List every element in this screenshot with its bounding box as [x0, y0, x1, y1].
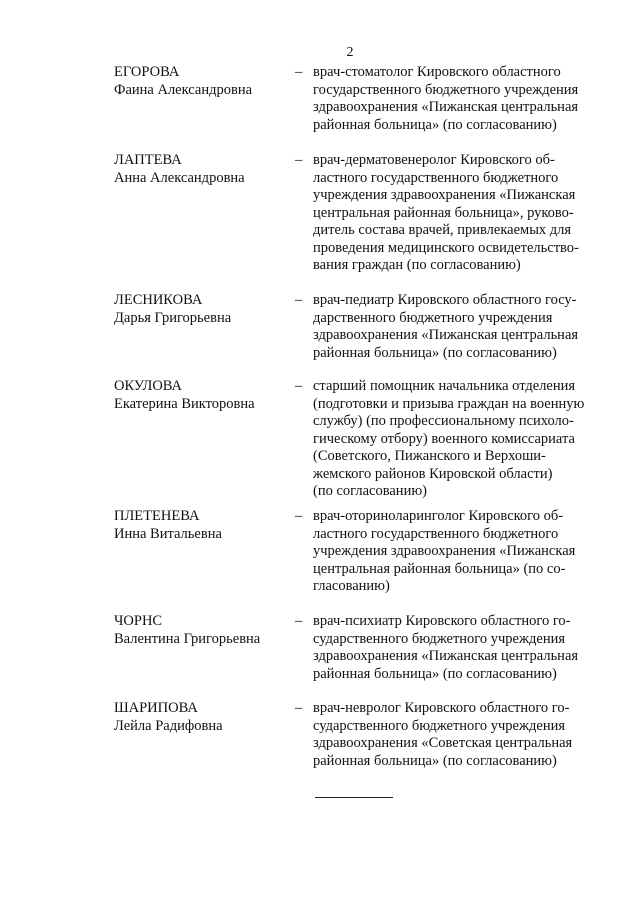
- role-line: учреждения здравоохранения «Пижанская: [313, 187, 576, 203]
- role-line: дарственного бюджетного учреждения: [313, 309, 553, 326]
- role-line: здравоохранения «Советская центральная: [313, 735, 573, 751]
- dash-separator: –: [295, 378, 303, 394]
- role-line: ластного государственного бюджетного: [313, 169, 559, 186]
- surname: ЛЕСНИКОВА: [114, 292, 203, 308]
- dash-separator: –: [295, 613, 303, 629]
- role-line: гическому отбору) военного комиссариата: [313, 430, 575, 447]
- given-names: Инна Витальевна: [114, 525, 222, 542]
- role-line: проведения медицинского освидетельство-: [313, 239, 579, 256]
- role-line: службу) (по профессиональному психоло-: [313, 413, 574, 429]
- given-names: Лейла Радифовна: [114, 717, 223, 734]
- given-names: Екатерина Викторовна: [114, 395, 255, 412]
- role-line: вания граждан (по согласованию): [313, 257, 521, 273]
- person-name: [114, 613, 284, 648]
- role-line: учреждения здравоохранения «Пижанская: [313, 543, 576, 559]
- surname: ШАРИПОВА: [114, 700, 198, 716]
- role-line: дитель состава врачей, привлекаемых для: [313, 222, 572, 238]
- role-line: районная больница» (по согласованию): [313, 344, 557, 361]
- role-line: районная больница» (по согласованию): [313, 116, 557, 133]
- role-line: врач-психиатр Кировского областного го-: [313, 613, 571, 629]
- surname: ЛАПТЕВА: [114, 152, 182, 168]
- person-name: [114, 508, 284, 543]
- role-line: центральная районная больница», руково-: [313, 204, 574, 221]
- person-name: [114, 152, 284, 187]
- dash-separator: –: [295, 152, 303, 168]
- role-line: ластного государственного бюджетного: [313, 525, 559, 542]
- role-line: врач-дерматовенеролог Кировского об-: [313, 152, 555, 168]
- given-names: Анна Александровна: [114, 169, 245, 186]
- role-line: (Советского, Пижанского и Верхоши-: [313, 448, 546, 464]
- role-line: (по согласованию): [313, 483, 427, 499]
- surname: ЧОРНС: [114, 613, 163, 629]
- surname: ОКУЛОВА: [114, 378, 183, 394]
- role-description: [313, 700, 593, 770]
- surname: ПЛЕТЕНЕВА: [114, 508, 200, 524]
- role-line: гласованию): [313, 578, 390, 594]
- dash-separator: –: [295, 700, 303, 716]
- role-line: здравоохранения «Пижанская центральная: [313, 99, 579, 115]
- role-description: [313, 613, 593, 683]
- role-line: государственного бюджетного учреждения: [313, 81, 579, 98]
- role-line: врач-стоматолог Кировского областного: [313, 64, 561, 80]
- person-name: [114, 292, 284, 327]
- dash-separator: –: [295, 64, 303, 80]
- role-line: жемского районов Кировской области): [313, 465, 553, 482]
- role-line: старший помощник начальника отделения: [313, 378, 576, 394]
- role-line: центральная районная больница» (по со-: [313, 560, 566, 577]
- role-line: здравоохранения «Пижанская центральная: [313, 648, 579, 664]
- role-description: [313, 152, 593, 275]
- role-line: сударственного бюджетного учреждения: [313, 630, 566, 647]
- person-name: [114, 64, 284, 99]
- role-line: районная больница» (по согласованию): [313, 752, 557, 769]
- closing-rule: [315, 797, 393, 798]
- dash-separator: –: [295, 292, 303, 308]
- given-names: Дарья Григорьевна: [114, 309, 232, 326]
- role-line: сударственного бюджетного учреждения: [313, 717, 566, 734]
- person-name: [114, 700, 284, 735]
- page-number: 2: [346, 45, 354, 60]
- surname: ЕГОРОВА: [114, 64, 180, 80]
- dash-separator: –: [295, 508, 303, 524]
- role-description: [313, 292, 593, 362]
- role-line: врач-невролог Кировского областного го-: [313, 700, 570, 716]
- role-description: [313, 508, 593, 596]
- given-names: Фаина Александровна: [114, 81, 253, 98]
- role-line: районная больница» (по согласованию): [313, 665, 557, 682]
- role-line: врач-оториноларинголог Кировского об-: [313, 508, 564, 524]
- person-name: [114, 378, 284, 413]
- role-line: врач-педиатр Кировского областного госу-: [313, 292, 577, 308]
- given-names: Валентина Григорьевна: [114, 630, 261, 647]
- role-description: [313, 64, 593, 134]
- role-description: [313, 378, 593, 501]
- role-line: (подготовки и призыва граждан на военную: [313, 395, 585, 412]
- role-line: здравоохранения «Пижанская центральная: [313, 327, 579, 343]
